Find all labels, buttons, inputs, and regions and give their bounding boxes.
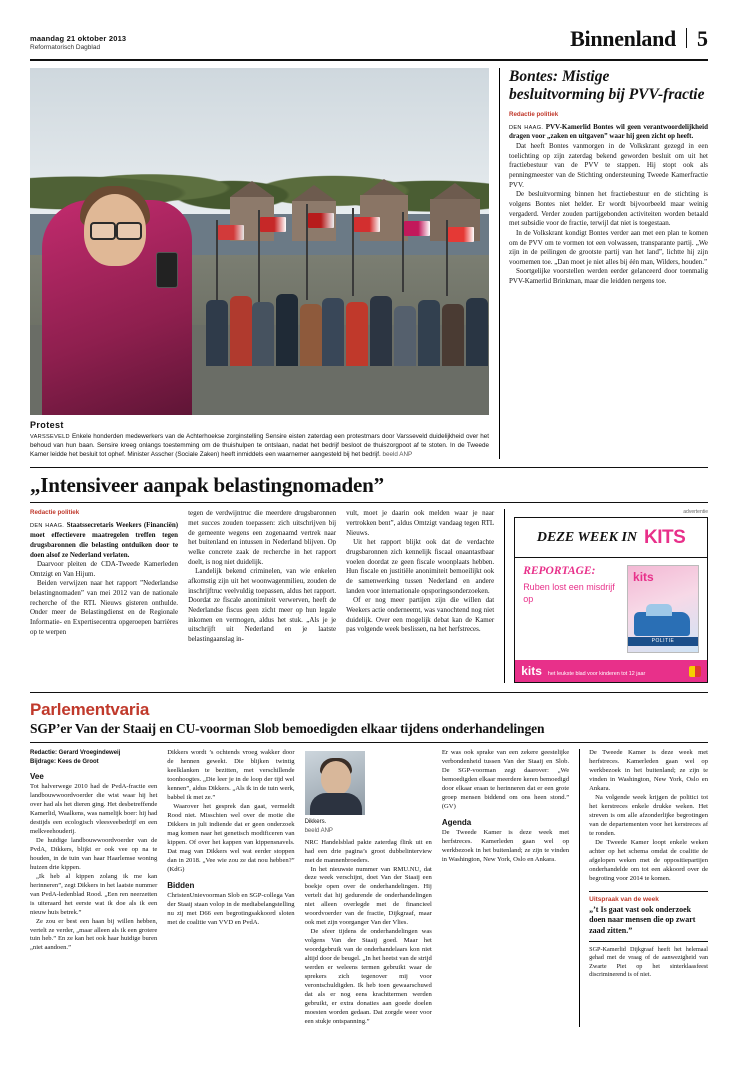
protest-flag bbox=[260, 217, 286, 232]
section-title: Binnenland bbox=[570, 26, 676, 51]
advert-subtitle: Ruben lost een misdrijf op bbox=[523, 582, 615, 605]
story2-column-1 bbox=[30, 509, 178, 683]
story2-dateline: DEN HAAG. bbox=[30, 523, 65, 530]
publication-name: Reformatorisch Dagblad bbox=[30, 43, 101, 51]
story2-headline: „Intensiveer aanpak belastingnomaden” bbox=[30, 473, 384, 498]
story2-body-3 bbox=[346, 509, 494, 635]
parl-paragraph: Ze zou er best een haan bij willen hebben, vertelt ze verder, „maar alleen als ik een grotere tuin heb.” En ze kan het ook haar huidige buren „niet aandoen.” bbox=[30, 917, 158, 952]
crowd-person bbox=[466, 298, 488, 366]
parlementvaria-rule bbox=[30, 742, 708, 743]
crowd-person bbox=[394, 306, 416, 366]
portrait-body bbox=[310, 793, 362, 815]
story2-paragraph: Beiden verwijzen naar het rapport ”Nederlandse belastingnomaden” van mei 2012 van de nationale recherche of the RTL Nieuws gisteren onthulde. Onder meer de Belastingdienst en de Regionale Informatie- en Expertisecentra opgeroepen barrières op te werpen bbox=[30, 579, 179, 636]
crowd-person bbox=[206, 300, 228, 366]
story2-byline: Redactie politiek bbox=[30, 509, 80, 517]
parl-body-3 bbox=[305, 839, 432, 1027]
quote-of-the-week-box bbox=[589, 891, 708, 942]
advert-body bbox=[515, 558, 707, 660]
story2-lead: Staatssecretaris Weekers (Financiën) moet effectievere maatregelen treffen tegen drugsbaronnen die belasting ontduiken door te doen alsof ze Nederland verlaten. bbox=[30, 521, 179, 559]
parl-credit-line: Bijdrage: Kees de Groot bbox=[30, 758, 99, 765]
sidebar-paragraph: Dat heeft Bontes vanmorgen in de Volkskrant gezegd in een toelichting op zijn zaterdag bekend geworden besluit om uit het fractiebestuur van de PVV te stappen. Hij stopt ook als penningmeester van de Stichting ondersteuning Tweede Kamerfractie PVV. bbox=[509, 141, 708, 189]
glasses-left bbox=[90, 222, 116, 240]
parl-paragraph: De Tweede Kamer is deze week met herfstreces. Kamerleden gaan wel op werkbezoek in het buitenland; ze zijn te vinden in Washington, New York, Oslo en Ankara. bbox=[589, 749, 709, 793]
protester-head bbox=[84, 194, 146, 266]
parl-paragraph: Tot halverwege 2010 had de PvdA-fractie een landbouwwoordvoerder die wist waar hij het over had als het dieren ging. Het desbetreffende Kamerlid, Waalkens, was namelijk boer: hij had destijds een ecologisch vleesveebedrijf en een melkveehouderij. bbox=[30, 783, 158, 836]
parlementvaria-headline: SGP’er Van der Staaij en CU-voorman Slob bemoedigden elkaar tijdens onderhandelingen bbox=[30, 721, 545, 737]
caption-text bbox=[30, 432, 489, 459]
sidebar-lead-paragraph bbox=[509, 123, 708, 142]
story2-paragraph: Of er nog meer partijen zijn die willen dat Weekers actie onderneemt, was vanochtend nog niet duidelijk. Over een mogelijk debat kan de Kamer pas volgende week beslissen, na het herfstreces. bbox=[346, 596, 495, 634]
photo-column bbox=[30, 68, 489, 459]
parl-column-3 bbox=[305, 749, 432, 1026]
caption-credit: beeld ANP bbox=[382, 451, 413, 459]
advert-tagline: het leukste blad voor kinderen tot 12 jaar bbox=[547, 671, 646, 678]
advert-header bbox=[515, 518, 707, 558]
protest-flag bbox=[354, 217, 380, 232]
parl-paragraph: ChristenUnievoorman Slob en SGP-collega Van der Staaij staan volop in de mediabelangstelling nu zij met D66 een begrotingsakkoord sloten met de coalitie van VVD en PvdA. bbox=[167, 891, 295, 926]
advert-kicker: DEZE WEEK IN bbox=[536, 530, 638, 546]
story2-paragraph: vult, moet je daarin ook melden waar je naar vertrokken bent”, aldus Omtzigt vandaag tegen RTL Nieuws. bbox=[346, 509, 495, 537]
sidebar-body bbox=[509, 123, 708, 287]
glasses-right bbox=[116, 222, 142, 240]
sidebar-paragraph: Soortgelijke voorstellen werden eerder gelanceerd door toenmalig PVV-Kamerlid Brinkman, maar die leidden nergens toe. bbox=[509, 267, 708, 286]
parl-paragraph: In het nieuwste nummer van RMU.NU, dat deze week verschijnt, doet Van der Staaij een boekje open over de onderhandelingen. Hij vertelt dat hij gedurende de onderhandelingen niet alleen overlegde met de financieel woordvoerder van de fractie, Dijkgraaf, maar ook met zijn voorganger Van der Vlies. bbox=[304, 865, 432, 927]
story2-paragraph: Uit het rapport blijkt ook dat de verdachte drugsbaronnen zich kennelijk fiscaal onaantastbaar voelen doordat ze geen fiscale woonplaats hebben. Hun fiscale en justitiële anonimiteit bemoeilijkt ook de samenwerking tussen Nederland en andere landen voor internationale opsporingsonderzoeken. bbox=[346, 538, 495, 595]
dikkers-portrait bbox=[305, 751, 365, 815]
story2-body-2 bbox=[188, 509, 336, 644]
portrait-caption bbox=[305, 818, 432, 834]
story2-lead-paragraph bbox=[30, 521, 178, 560]
advert-brand: KITS bbox=[644, 527, 686, 549]
portrait-caption-credit: beeld ANP bbox=[304, 827, 333, 834]
parl-paragraph: Dikkers wordt ’s ochtends vroeg wakker door de hennen gewekt. Die blijken twintig keelklanken te bezitten, met verschillende toonhoogtes. „Die leer je in de loop der tijd wel kennen”, aldus Dikkers. „Als ik in de tuin werk, babbel ik met ze.” bbox=[167, 749, 295, 802]
publication-date: maandag 21 oktober 2013 bbox=[30, 33, 127, 43]
cover-car-illustration bbox=[634, 612, 690, 636]
parl-paragraph: NRC Handelsblad pakte zaterdag flink uit en had een drie pagina’s groot dubbelinterview met de mannenbroeders. bbox=[304, 838, 432, 864]
crowd-person bbox=[442, 304, 464, 366]
advert-footer bbox=[515, 660, 707, 682]
protest-flag bbox=[448, 227, 474, 242]
portrait-caption-name: Dikkers. bbox=[304, 819, 327, 826]
parl-body-4b bbox=[442, 829, 569, 865]
page-number: 5 bbox=[697, 26, 708, 51]
parl-paragraph: De huidige landbouwwoordvoerder van de PvdA, Dikkers, blijkt er ook vee op na te houden, in de tuin van haar Haarlemse woning huizen drie kippen. bbox=[30, 836, 158, 871]
crowd-person bbox=[276, 294, 298, 366]
story2-body-1 bbox=[30, 521, 178, 637]
crowd-person bbox=[300, 304, 322, 366]
parl-column-4 bbox=[442, 749, 569, 1026]
crowd-person bbox=[418, 300, 440, 366]
parlementvaria-columns bbox=[30, 749, 708, 1026]
foreground-protester bbox=[42, 200, 192, 415]
sidebar-lead: PVV-Kamerlid Bontes wil geen verantwoordelijkheid dragen voor „zaken en uitgaven” waar hij geen zicht op heeft. bbox=[509, 122, 708, 141]
parl-subhead-agenda: Agenda bbox=[441, 818, 472, 828]
top-section bbox=[0, 61, 738, 459]
masthead-right bbox=[570, 26, 708, 52]
magazine-cover-image bbox=[627, 565, 699, 653]
sidebar-paragraph: In de Volkskrant kondigt Bontes verder aan met een plan te komen om de PVV om te vormen tot een volwassen, transparante partij. „We zijn in de peilingen de grootste partij van het land”, lichtte hij zijn voornemen toe. „Dan moet je niet alles bij één man, Wilders, houden.” bbox=[509, 228, 708, 266]
cover-logo: kits bbox=[633, 570, 654, 585]
sidebar-story bbox=[499, 68, 708, 459]
story2-column-3 bbox=[346, 509, 494, 683]
kits-advertisement[interactable] bbox=[514, 517, 708, 683]
story2-paragraph: Daarvoor pleiten de CDA-Tweede Kamerleden Omtzigt en Van Hijum. bbox=[30, 560, 179, 578]
sidebar-paragraph: De besluitvorming binnen het fractiebestuur en de stichting is volgens Bontes niet helder. Er wordt bijvoorbeeld maar weinig vergaderd. Verder zouden partijgebonden activiteiten worden betaald met subsidie voor de fractie, terwijl dat niet is toegestaan. bbox=[509, 190, 708, 228]
parl-subhead-bidden: Bidden bbox=[167, 880, 195, 890]
advert-footer-left bbox=[521, 664, 645, 678]
sidebar-byline: Redactie politiek bbox=[509, 110, 559, 118]
masthead bbox=[0, 0, 738, 56]
parl-column-5 bbox=[579, 749, 708, 1026]
story2-rule bbox=[30, 502, 708, 503]
parl-column-2 bbox=[167, 749, 294, 1026]
quote-note: SGP-Kamerlid Dijkgraaf heeft het helemaal gehad met de vraag of de aanwezigheid van Zwarte Piet op het sinterklaasfeest discriminerend is of niet. bbox=[589, 945, 709, 979]
parl-paragraph: De Tweede Kamer loopt enkele weken achter op het schema omdat de coalitie de afgelopen weken met de oppositiepartijen onderhandelde om tot een akkoord over de begroting voor 2014 te komen. bbox=[589, 839, 709, 882]
story2-column-2 bbox=[188, 509, 336, 683]
crowd-person bbox=[322, 298, 344, 366]
parl-body-5 bbox=[589, 749, 708, 883]
quote-label: Uitspraak van de week bbox=[589, 895, 659, 903]
advertisement-column bbox=[504, 509, 708, 683]
masthead-divider bbox=[686, 28, 687, 48]
parl-column-1 bbox=[30, 749, 157, 1026]
parl-paragraph: De sfeer tijdens de onderhandelingen was volgens Van der Staaij goed. Maar het woordgebruik van de onderhandelaars kon niet altijd door de beugel. „In het heetst van de strijd werden er weleens termen gebruikt waar de sprekers zich tegenover mij voor verontschuldigden. Ik heb toen gewaarschuwd dat als er nog eens krachttermen werden gebruikt, er extra donaties aan goede doelen moesten worden gedaan. Dat zorgde weer voor een stukje ontspanning.” bbox=[304, 928, 432, 1025]
parl-body-4 bbox=[442, 749, 569, 812]
protest-photo bbox=[30, 68, 489, 415]
photo-caption-block bbox=[30, 420, 489, 459]
advert-footer-brand: kits bbox=[521, 664, 542, 679]
parl-credit-line: Redactie: Gerard Vroegindeweij bbox=[30, 750, 121, 757]
crowd-person bbox=[252, 302, 274, 366]
sidebar-dateline: DEN HAAG. bbox=[509, 124, 544, 131]
parl-subhead-vee: Vee bbox=[30, 772, 44, 782]
caption-body: Enkele honderden medewerkers van de Achterhoekse zorginstelling Sensire eisten zaterdag een protestmars door Varsseveld duidelijkheid over het behoud van hun baan. Sensire kreeg onlangs toestemming om de thuishulpen te ontslaan, nadat het bedrijf besloot de thuiszorgpoot af te stoten. In de Tweede Kamer leidde het besluit tot ophef. Minister Asscher (Sociale Zaken) heeft inmiddels een waarnemer aangesteld bij het bedrijf. bbox=[30, 433, 489, 459]
parl-paragraph: Na volgende week krijgen de politici tot het kerstreces enkele drukke weken. Het streven is om alle afzonderlijke begrotingen van de departementen voor het kerstreces af te ronden. bbox=[589, 794, 709, 838]
parl-body-2b bbox=[167, 892, 294, 928]
caption-title: Protest bbox=[30, 420, 64, 430]
advert-reportage-label: REPORTAGE: bbox=[523, 565, 596, 578]
parl-body-2 bbox=[167, 749, 294, 874]
story2-paragraph: Landelijk bekend criminelen, van wie enkelen afkomstig zijn uit het woonwagenmilieu, zouden de inschrijftruc veelvuldig toepassen, aldus het rapport. Doordat ze fiscale anonimiteit verwerven, heeft de Nederlandse fiscus geen zicht meer op hun legale inkomen en vermogen, aldus het stuk. „Als je je uitschrijft uit Nederland en je laatste belastingaanslag in- bbox=[188, 567, 337, 643]
protest-flag bbox=[308, 213, 334, 228]
parl-credit bbox=[30, 749, 157, 766]
smartphone bbox=[156, 252, 178, 288]
masthead-left bbox=[30, 34, 126, 53]
sidebar-headline: Bontes: Mistige besluitvorming bij PVV-fractie bbox=[509, 68, 705, 104]
advert-flag-icon bbox=[689, 666, 701, 677]
story2-columns bbox=[30, 509, 708, 683]
advert-label: advertentie bbox=[683, 509, 709, 516]
cover-band-text: POLITIE bbox=[628, 637, 698, 646]
parl-paragraph: De Tweede Kamer is deze week met herfstreces. Kamerleden gaan wel op werkbezoek in het buitenland; ze zijn te vinden in Washington, New York, Oslo en Ankara. bbox=[441, 829, 570, 863]
parlementvaria-section bbox=[0, 693, 738, 1026]
crowd-person bbox=[346, 302, 368, 366]
parl-paragraph: „Ik heb al kippen zolang ik me kan herinneren”, zegt Dikkers in het laatste nummer van PvdA-ledenblad Rood. „Een ren neerzetten is uiteraard het eerste wat ik doe als ik een nieuw huis betrek.” bbox=[30, 872, 158, 916]
parl-paragraph: Waarover het gesprek dan gaat, vermeldt Rood niet. Misschien wel over de motie die Dikkers in juli indiende dat er geen onderzoek mag komen naar het genetisch modificeren van kippen. Of over het kappen van kippensnavels. Dat mag van Dikkers wel wat eerder stoppen dan in 2018. „Vee wie zou ze dat nou hebben?” (KdG) bbox=[167, 803, 295, 873]
portrait-head bbox=[321, 761, 351, 795]
parl-paragraph: Er was ook sprake van een zekere geestelijke verbondenheid tussen Van der Staaij en Slob. De SGP-voorman zegt daarover: „We bemoedigden elkaar meerdere keren bemoedigd door elkaar eraan te herinneren dat er een grote groep mensen biddend om ons heen stond.” (GV) bbox=[441, 749, 570, 811]
crowd-person bbox=[370, 296, 392, 366]
advert-text bbox=[523, 565, 621, 653]
crowd-person bbox=[230, 296, 252, 366]
protest-flag bbox=[404, 221, 430, 236]
story2-paragraph: tegen de verdwijntruc die meerdere drugsbaronnen met succes zouden toepassen: zich uitschrijven bij de gemeente wegens een zogenaamd vertrek naar het buitenland en intussen in Nederland blijven. Op welke concrete zaak de recherche in het rapport doelt, is nog niet duidelijk. bbox=[188, 509, 337, 566]
parlementvaria-kicker: Parlementvaria bbox=[30, 700, 150, 720]
protest-flag bbox=[218, 225, 244, 240]
quote-text: „’t Is gaat vast ook onderzoek doen naar mensen die op zwart zaad zitten.” bbox=[589, 904, 696, 935]
parl-body-1 bbox=[30, 783, 157, 953]
caption-place: VARSSEVELD bbox=[30, 434, 70, 440]
belastingnomaden-story bbox=[0, 468, 738, 683]
